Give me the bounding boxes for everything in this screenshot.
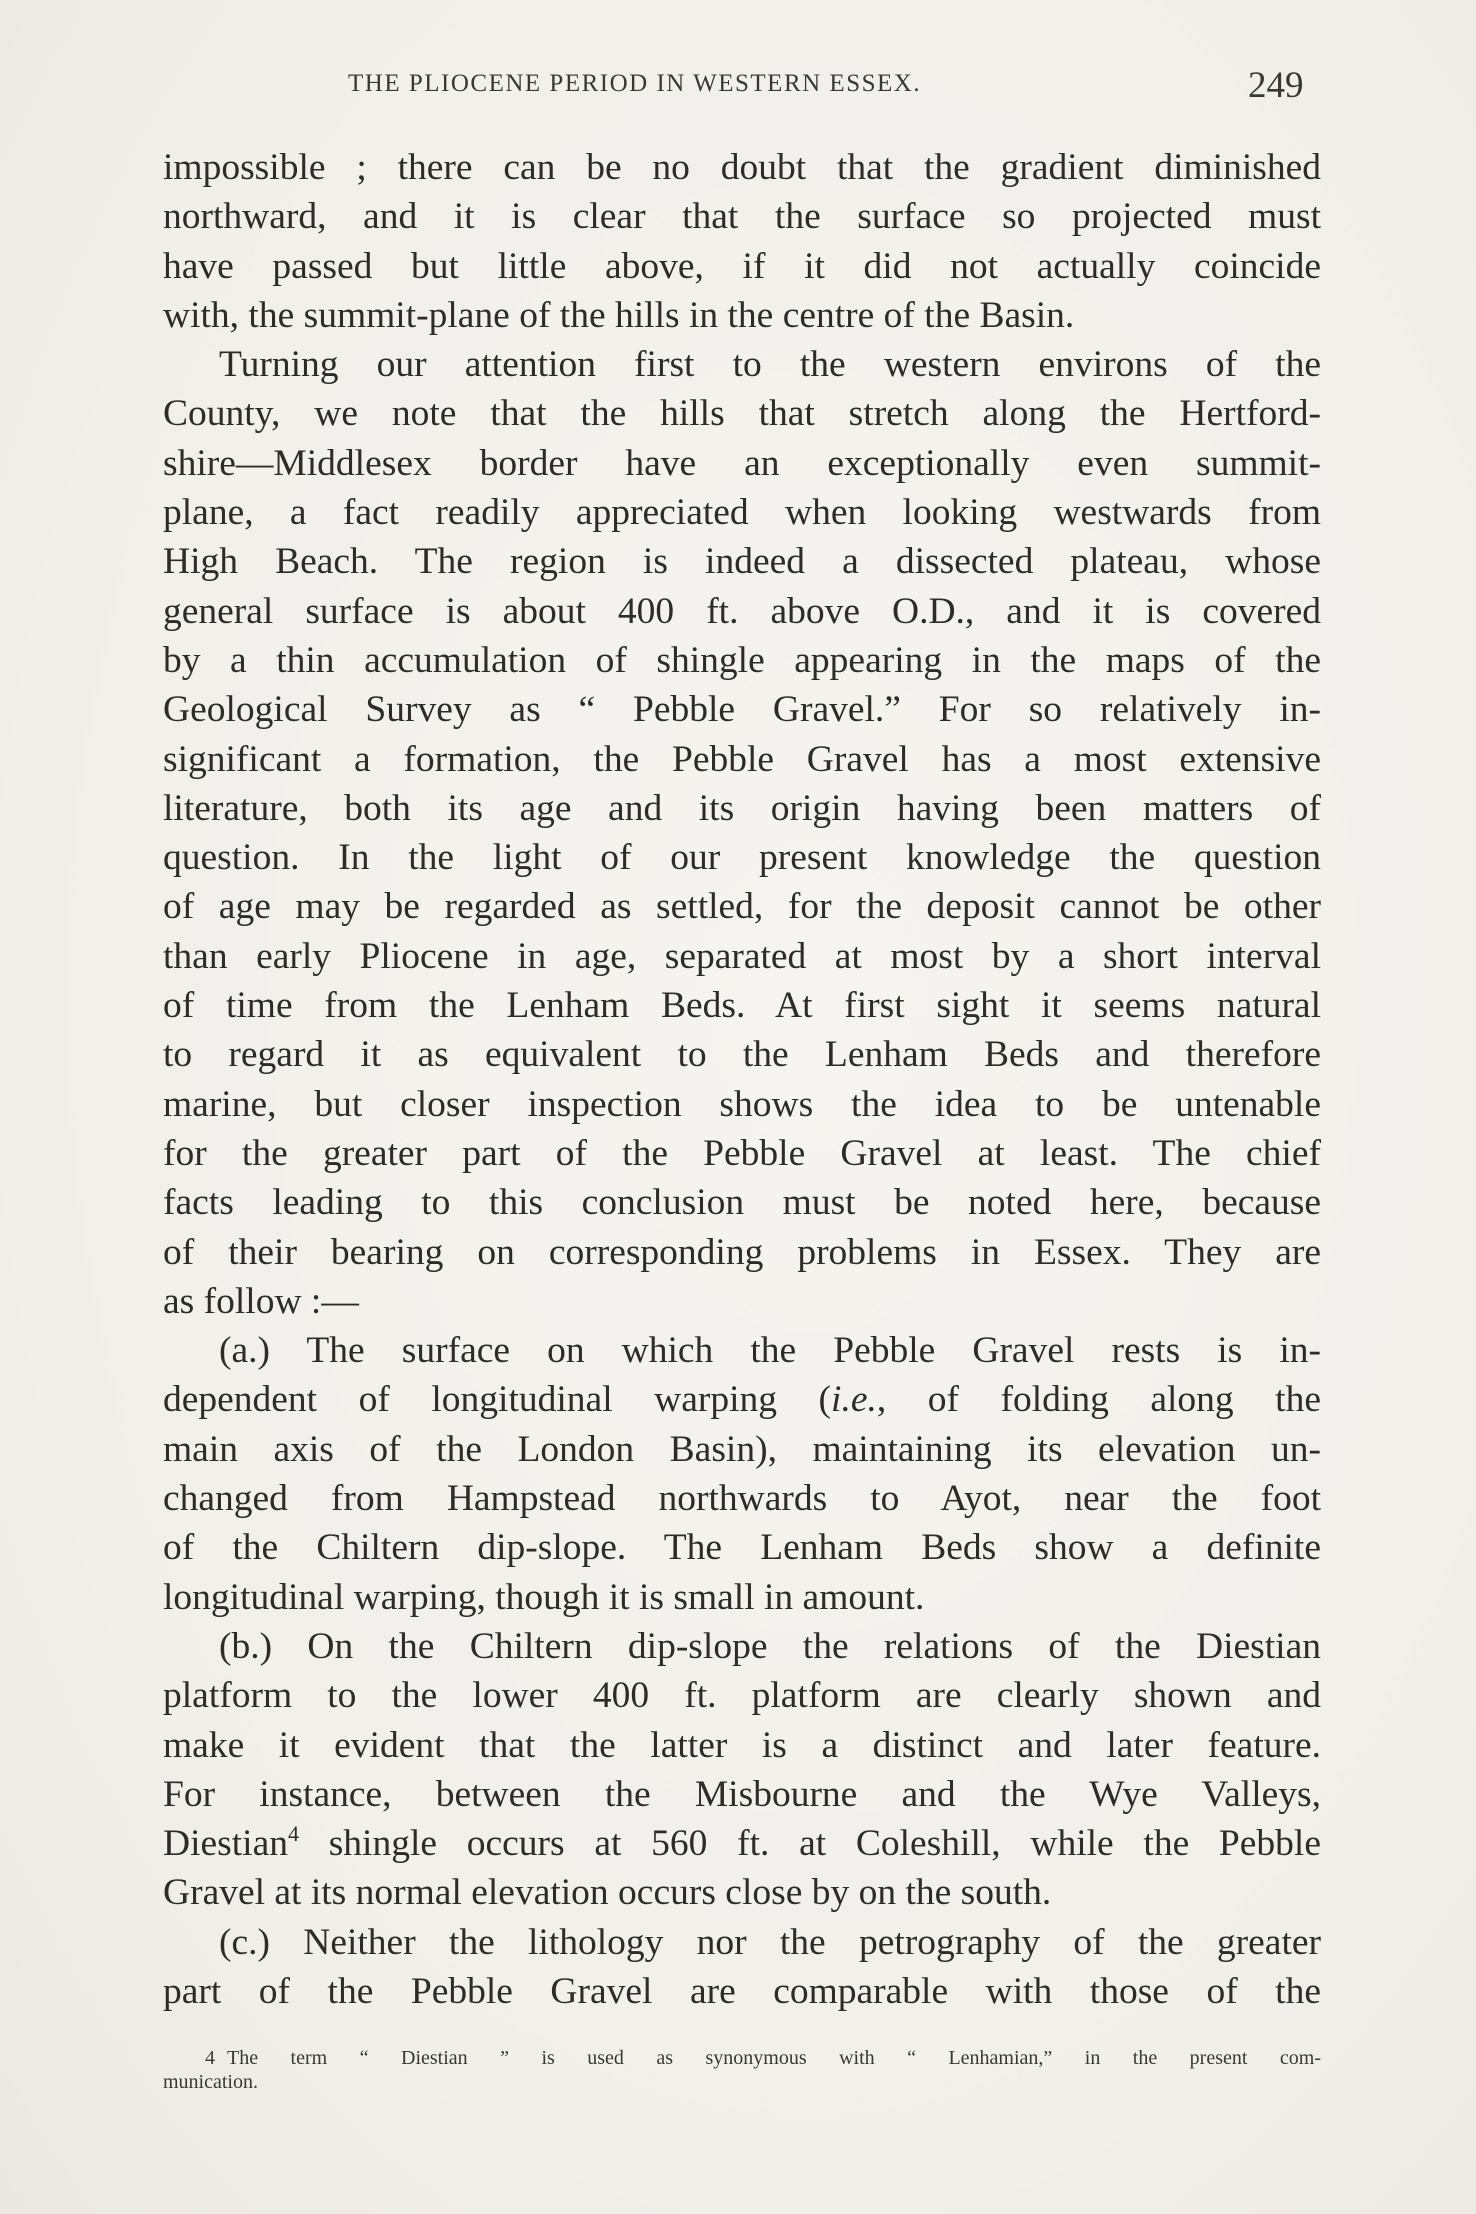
- text-line: than early Pliocene in age, separated at most by a short interval: [163, 935, 1321, 977]
- text-line: part of the Pebble Gravel are comparable with those of the: [163, 1970, 1321, 2012]
- text-line: plane, a fact readily appreciated when looking westwards from: [163, 492, 1321, 534]
- text-line: significant a formation, the Pebble Gravel has a most extensive: [163, 738, 1321, 780]
- text-line: have passed but little above, if it did not actually coincide: [163, 245, 1321, 287]
- text-line: northward, and it is clear that the surface so projected must: [163, 196, 1321, 238]
- text-line: as follow :—: [163, 1280, 359, 1322]
- text-line: question. In the light of our present knowledge the question: [163, 837, 1321, 879]
- text-line: make it evident that the latter is a distinct and later feature.: [163, 1724, 1321, 1766]
- text-line: impossible ; there can be no doubt that the gradient diminished: [163, 147, 1321, 188]
- running-title: THE PLIOCENE PERIOD IN WESTERN ESSEX.: [348, 70, 922, 97]
- text-line: for the greater part of the Pebble Gravel at least. The chief: [163, 1132, 1321, 1174]
- page-number: 249: [1248, 65, 1304, 106]
- text-line: County, we note that the hills that stretch along the Hertford-: [163, 393, 1321, 435]
- body-text: [163, 143, 1321, 2016]
- text-line: High Beach. The region is indeed a dissected plateau, whose: [163, 541, 1321, 583]
- text-line-with-footnote-ref: [163, 1819, 1321, 1868]
- footnote-text: The term “ Diestian ” is used as synonymous with “ Lenhamian,” in the present com-: [227, 2047, 1321, 2069]
- text-line: (b.) On the Chiltern dip-slope the relations of the Diestian: [219, 1625, 1321, 1667]
- text-line: main axis of the London Basin), maintaining its elevation un-: [163, 1428, 1321, 1470]
- text-segment: shingle occurs at 560 ft. at Coleshill, while the Pebble: [298, 1823, 1321, 1865]
- text-line: facts leading to this conclusion must be noted here, because: [163, 1182, 1321, 1224]
- text-segment: , of folding along the: [876, 1379, 1321, 1421]
- text-line: (c.) Neither the lithology nor the petrography of the greater: [219, 1921, 1321, 1963]
- italic-abbreviation: i.e.: [831, 1379, 877, 1421]
- text-line: longitudinal warping, though it is small in amount.: [163, 1576, 925, 1618]
- text-line: of time from the Lenham Beds. At first sight it seems natural: [163, 985, 1321, 1027]
- text-line: of age may be regarded as settled, for the deposit cannot be other: [163, 886, 1321, 928]
- footnote-number: 4: [205, 2047, 215, 2069]
- text-line: of the Chiltern dip-slope. The Lenham Beds show a definite: [163, 1527, 1321, 1569]
- text-line: marine, but closer inspection shows the idea to be untenable: [163, 1083, 1321, 1125]
- footnote-reference: 4: [287, 1821, 299, 1847]
- text-line: platform to the lower 400 ft. platform are clearly shown and: [163, 1675, 1321, 1717]
- text-line: by a thin accumulation of shingle appearing in the maps of the: [163, 639, 1321, 681]
- text-segment: dependent of longitudinal warping (: [163, 1379, 832, 1421]
- text-line: (a.) The surface on which the Pebble Gravel rests is in-: [219, 1330, 1321, 1372]
- text-line: shire—Middlesex border have an exceptionally even summit-: [163, 442, 1321, 484]
- text-line: Geological Survey as “ Pebble Gravel.” For so relatively in-: [163, 689, 1321, 731]
- text-line: Turning our attention first to the western environs of the: [219, 344, 1321, 386]
- text-line: For instance, between the Misbourne and the Wye Valleys,: [163, 1773, 1321, 1815]
- footnote-line: munication.: [163, 2071, 258, 2093]
- text-line-with-italic: [163, 1375, 1321, 1424]
- text-line: of their bearing on corresponding problems in Essex. They are: [163, 1231, 1321, 1273]
- text-segment: Diestian: [163, 1823, 288, 1865]
- text-line: general surface is about 400 ft. above O.D., and it is covered: [163, 590, 1321, 632]
- text-line: changed from Hampstead northwards to Ayot, near the foot: [163, 1478, 1321, 1520]
- text-line: Gravel at its normal elevation occurs close by on the south.: [163, 1872, 1052, 1914]
- text-line: to regard it as equivalent to the Lenham Beds and therefore: [163, 1034, 1321, 1076]
- footnote-line: [163, 2046, 1321, 2070]
- text-line: with, the summit-plane of the hills in the centre of the Basin.: [163, 294, 1075, 336]
- footnote: [163, 2046, 1321, 2094]
- text-line: literature, both its age and its origin having been matters of: [163, 787, 1321, 829]
